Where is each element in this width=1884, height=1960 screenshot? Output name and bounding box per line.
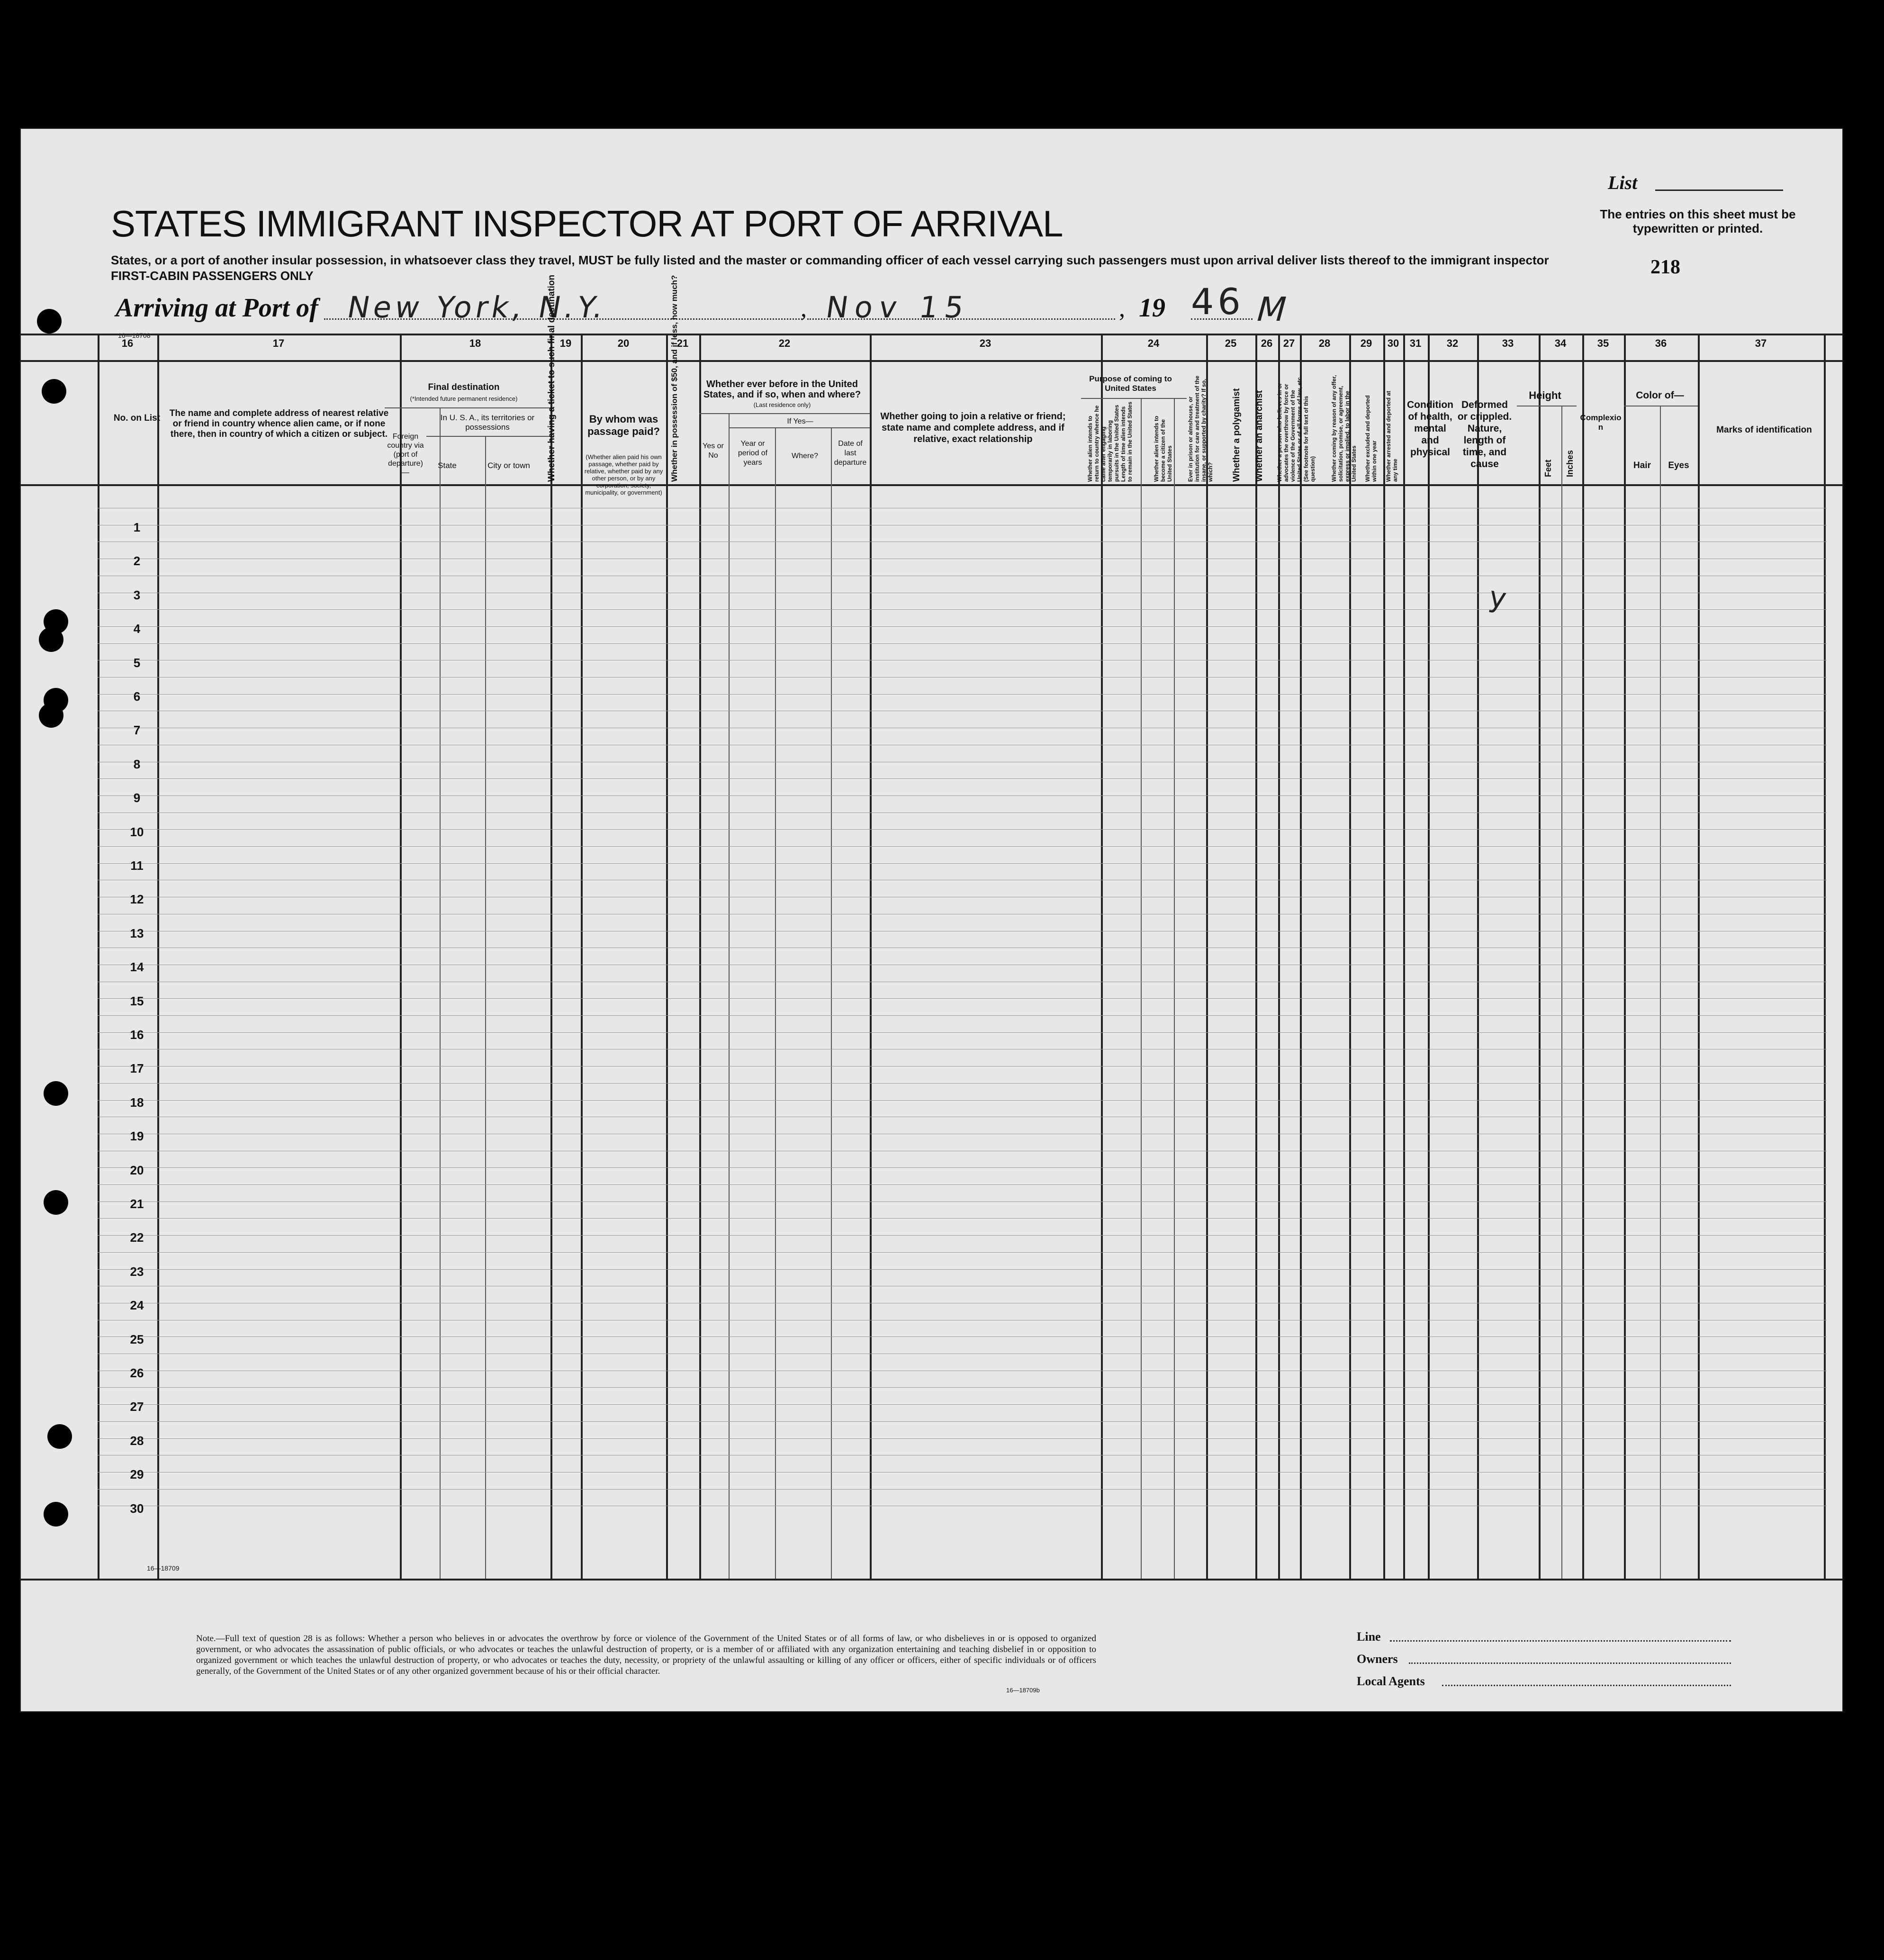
- owners-label: Owners: [1357, 1652, 1398, 1666]
- row-number: 10: [130, 825, 144, 839]
- row-number: 6: [133, 689, 141, 704]
- header-subdivider: [729, 427, 870, 428]
- header-deformed: Deformed or crippled. Nature, length of time, and cause: [1457, 399, 1512, 470]
- column-number: 26: [1261, 337, 1273, 349]
- column-divider: [550, 334, 552, 1579]
- header-length-stay: Length of time alien intends to remain in the United States: [1120, 401, 1133, 482]
- handwritten-initials: M: [1252, 290, 1295, 329]
- column-divider: [98, 334, 99, 1579]
- row-number: 14: [130, 960, 144, 974]
- row-number: 5: [133, 656, 141, 670]
- column-number: 18: [469, 337, 481, 349]
- column-divider: [1477, 334, 1479, 1579]
- row-number: 19: [130, 1129, 144, 1143]
- column-number: 22: [778, 337, 791, 349]
- header-ticket: Whether having a ticket to such final destination: [547, 274, 557, 482]
- row-number: 15: [130, 994, 144, 1008]
- column-number: 28: [1318, 337, 1331, 349]
- header-eyes: Eyes: [1668, 461, 1689, 470]
- header-ever-before: Whether ever before in the United States, and if so, when and where?: [703, 379, 861, 400]
- column-divider: [1255, 334, 1257, 1579]
- header-height: Height: [1529, 389, 1561, 401]
- row-line: [98, 1252, 1827, 1253]
- column-divider: [1403, 334, 1405, 1579]
- header-labor-offer: Whether coming by reason of any offer, solicitation, promise, or agreement, express or implied, to labor in the United States: [1331, 375, 1357, 482]
- row-line: [98, 1421, 1827, 1422]
- list-label: List: [1608, 172, 1638, 193]
- form-code: 16—18708: [118, 332, 151, 339]
- punch-hole: [37, 309, 62, 334]
- column-divider: [1824, 334, 1826, 1579]
- column-divider: [400, 334, 402, 1579]
- header-no-on-list: No. on List: [113, 413, 161, 423]
- column-number: 29: [1360, 337, 1372, 349]
- header-bottom-rule: [21, 484, 1842, 486]
- row-number: 2: [133, 554, 141, 568]
- header-overthrow: Whether a person who believes in or advocates the overthrow by force or violence of the Government of the United States or of all forms of law, etc. (See footnote for full text of this question): [1276, 375, 1316, 482]
- row-number: 25: [130, 1332, 144, 1346]
- header-passage-paid: By whom was passage paid?: [587, 413, 660, 437]
- header-state: State: [438, 461, 457, 470]
- punch-hole: [39, 627, 63, 652]
- row-number: 12: [130, 892, 144, 906]
- row-number: 22: [130, 1230, 144, 1245]
- column-number: 25: [1225, 337, 1237, 349]
- column-number: 31: [1409, 337, 1422, 349]
- row-line: [98, 1387, 1827, 1388]
- row-number: 9: [133, 791, 141, 805]
- form-code: 16—18709: [147, 1564, 180, 1572]
- header-subdivider: [1081, 398, 1187, 399]
- column-divider: [1300, 334, 1302, 1579]
- header-last-residence: (Last residence only): [753, 401, 811, 408]
- list-number-field[interactable]: [1655, 190, 1783, 191]
- column-divider: [1561, 406, 1562, 1579]
- column-divider: [1624, 334, 1626, 1579]
- header-identification-marks: Marks of identification: [1716, 425, 1812, 435]
- header-deported: Whether arrested and deported at any time: [1385, 390, 1398, 482]
- column-divider: [1278, 334, 1280, 1579]
- manifest-sheet: [20, 128, 1843, 1712]
- column-number: 27: [1283, 337, 1295, 349]
- header-purpose: Purpose of coming to United States: [1089, 374, 1172, 393]
- form-class-label: FIRST-CABIN PASSENGERS ONLY: [111, 269, 314, 283]
- typewritten-note: The entries on this sheet must be typewritten or printed.: [1600, 207, 1796, 235]
- column-divider: [1174, 398, 1175, 1579]
- column-divider: [666, 334, 668, 1579]
- row-number: 13: [130, 926, 144, 940]
- column-divider: [1101, 334, 1103, 1579]
- column-number: 17: [272, 337, 285, 349]
- header-feet: Feet: [1543, 459, 1553, 477]
- column-divider: [1660, 406, 1661, 1579]
- year-prefix: 19: [1139, 293, 1165, 323]
- row-line: [98, 1083, 1827, 1084]
- column-divider: [485, 436, 486, 1579]
- header-if-yes: If Yes—: [787, 417, 813, 425]
- header-color-of: Color of—: [1636, 390, 1684, 401]
- column-number: 16: [121, 337, 134, 349]
- row-line: [98, 1015, 1827, 1016]
- row-number: 20: [130, 1163, 144, 1177]
- column-number: 23: [979, 337, 992, 349]
- line-field[interactable]: [1390, 1640, 1731, 1642]
- column-number: 33: [1502, 337, 1514, 349]
- column-divider: [1141, 398, 1142, 1579]
- row-line: [98, 1489, 1827, 1490]
- row-line: [98, 1438, 1827, 1439]
- column-number: 30: [1387, 337, 1399, 349]
- header-health: Condition of health, mental and physical: [1407, 399, 1453, 458]
- header-fifty-dollars: Whether in possession of $50, and if less, how much?: [670, 275, 679, 482]
- row-line: [98, 1404, 1827, 1405]
- row-line: [98, 1201, 1827, 1202]
- column-number: 19: [559, 337, 572, 349]
- header-excluded: Whether excluded and deported within one year: [1364, 395, 1378, 482]
- column-number: 24: [1147, 337, 1160, 349]
- header-rule: [21, 334, 1842, 335]
- column-number: 37: [1755, 337, 1767, 349]
- column-divider: [1383, 334, 1385, 1579]
- header-return-intent: Whether alien intends to return to country whence he came after engaging temporarily in laboring pursuits in the United States: [1087, 405, 1120, 482]
- row-line: [98, 795, 1827, 796]
- handwritten-year: 46: [1191, 280, 1244, 323]
- row-number: 1: [133, 520, 141, 534]
- header-yes-no: Yes or No: [703, 442, 724, 460]
- form-title: STATES IMMIGRANT INSPECTOR AT PORT OF ARRIVAL: [111, 203, 1063, 244]
- column-divider: [581, 334, 583, 1579]
- punch-hole: [42, 379, 66, 404]
- row-line: [98, 863, 1827, 864]
- grid-bottom-rule: [21, 1579, 1842, 1581]
- header-passage-paid-note: (Whether alien paid his own passage, whether paid by relative, whether paid by any other person, or by any corporation, society, municipality, or government): [584, 453, 663, 496]
- punch-hole: [44, 1190, 68, 1215]
- column-number: 32: [1446, 337, 1459, 349]
- form-instructions: States, or a port of another insular possession, in whatsoever class they travel, MUST be fully listed and the master or commanding officer of each vessel carrying such passengers must upon arrival deliver lists thereof to the immigrant inspector: [111, 253, 1549, 267]
- sheet-number: 218: [1650, 256, 1680, 278]
- column-number: 36: [1655, 337, 1667, 349]
- row-line: [98, 609, 1827, 610]
- row-number: 21: [130, 1197, 144, 1211]
- row-number: 17: [130, 1061, 144, 1075]
- row-line: [98, 1167, 1827, 1168]
- column-number: 34: [1554, 337, 1567, 349]
- column-number-rule: [21, 360, 1842, 362]
- comma-separator: ,: [1119, 295, 1125, 322]
- header-where: Where?: [791, 452, 819, 460]
- row-number: 29: [130, 1467, 144, 1481]
- row-number: 24: [130, 1298, 144, 1312]
- punch-hole: [47, 1424, 72, 1449]
- column-divider: [1698, 334, 1700, 1579]
- footnote-question-28: Note.—Full text of question 28 is as follows: Whether a person who believes in or advocates the overthrow by force or violence of the Government of the United States or of all forms of law, or who disbelieves in or is opposed to organized government, or who advocates the assassination of public officials, or who advocates or teaches the unlawful destruction of property, or is a member of or affiliated with any organization entertaining and teaching disbelief in or opposition to organized government or which teaches the unlawful destruction of property, or who advocates or teaches the duty, necessity, or propriety of the unlawful assaulting or killing of any officer or officers, either of specific individuals or of officers generally, of the Government of the United States or of any other organized government because of his or their official character.: [196, 1634, 1096, 1676]
- header-citizen-intent: Whether alien intends to become a citizen of the United States: [1153, 415, 1173, 482]
- row-number: 16: [130, 1028, 144, 1042]
- column-divider: [831, 427, 832, 1579]
- handwritten-mark: y: [1487, 580, 1509, 616]
- header-final-destination-note: (*Intended future permanent residence): [410, 395, 518, 402]
- row-line: [98, 1184, 1827, 1185]
- row-line: [98, 846, 1827, 847]
- row-number: 11: [130, 858, 144, 873]
- header-hair: Hair: [1633, 461, 1651, 470]
- row-line: [98, 1218, 1827, 1219]
- header-subdivider: [699, 413, 870, 414]
- row-number: 8: [133, 757, 141, 771]
- header-foreign-country: Foreign country via (port of departure)—: [387, 433, 424, 477]
- local-agents-label: Local Agents: [1357, 1674, 1425, 1688]
- column-divider: [699, 334, 701, 1579]
- column-divider: [729, 413, 730, 1579]
- header-nearest-relative: The name and complete address of nearest relative or friend in country whence alien came, or if none there, then in country of which a citizen or subject.: [169, 408, 389, 439]
- row-line: [98, 829, 1827, 830]
- column-divider: [440, 407, 441, 1579]
- column-divider: [1428, 334, 1430, 1579]
- row-number: 18: [130, 1095, 144, 1110]
- row-line: [98, 1032, 1827, 1033]
- column-divider: [870, 334, 872, 1579]
- comma-separator: ,: [801, 295, 807, 322]
- header-final-destination: Final destination: [428, 382, 500, 392]
- punch-hole: [44, 1502, 68, 1526]
- column-number: 20: [617, 337, 630, 349]
- owners-field[interactable]: [1409, 1662, 1731, 1664]
- row-line: [98, 694, 1827, 695]
- row-number: 4: [133, 622, 141, 636]
- header-in-usa: In U. S. A., its territories or possessions: [440, 413, 535, 432]
- column-divider: [1349, 334, 1351, 1579]
- header-subdivider: [426, 436, 550, 437]
- row-line: [98, 778, 1827, 779]
- header-prison: Ever in prison or almshouse, or institution for care and treatment of the insane, or supported by charity? If so, which?: [1187, 375, 1214, 482]
- column-number: 35: [1597, 337, 1609, 349]
- row-number: 23: [130, 1265, 144, 1279]
- header-join-relative: Whether going to join a relative or friend; state name and complete address, and if relative, exact relationship: [880, 411, 1066, 444]
- row-line: [98, 998, 1827, 999]
- header-subdivider: [385, 407, 550, 408]
- row-number: 3: [133, 588, 141, 602]
- header-year-period: Year or period of years: [738, 440, 768, 467]
- header-last-departure: Date of last departure: [834, 440, 867, 467]
- row-number: 28: [130, 1434, 144, 1448]
- header-inches: Inches: [1565, 450, 1575, 477]
- handwritten-date: Nov 15: [823, 290, 973, 325]
- header-city: City or town: [487, 461, 530, 470]
- local-agents-field[interactable]: [1442, 1685, 1731, 1686]
- column-divider: [1206, 334, 1208, 1579]
- footnote-code: 16—18709b: [1006, 1687, 1040, 1694]
- column-divider: [775, 427, 776, 1579]
- column-divider: [1539, 334, 1541, 1579]
- row-number: 26: [130, 1366, 144, 1380]
- row-line: [98, 643, 1827, 644]
- row-line: [98, 1269, 1827, 1270]
- row-line: [98, 626, 1827, 627]
- column-number: 21: [676, 337, 689, 349]
- line-label: Line: [1357, 1630, 1381, 1644]
- row-number: 27: [130, 1400, 144, 1414]
- punch-hole: [39, 703, 63, 728]
- header-anarchist: Whether an anarchist: [1254, 390, 1264, 482]
- row-number: 30: [130, 1501, 144, 1516]
- punch-hole: [44, 1081, 68, 1106]
- row-line: [98, 1235, 1827, 1236]
- header-polygamist: Whether a polygamist: [1232, 388, 1242, 482]
- handwritten-port: New York, N.Y.: [344, 290, 610, 325]
- row-number: 7: [133, 723, 141, 737]
- column-divider: [1582, 334, 1584, 1579]
- header-complexion: Complexion: [1580, 413, 1622, 432]
- row-line: [98, 1100, 1827, 1101]
- column-divider: [157, 334, 159, 1579]
- arriving-label: Arriving at Port of: [116, 293, 318, 323]
